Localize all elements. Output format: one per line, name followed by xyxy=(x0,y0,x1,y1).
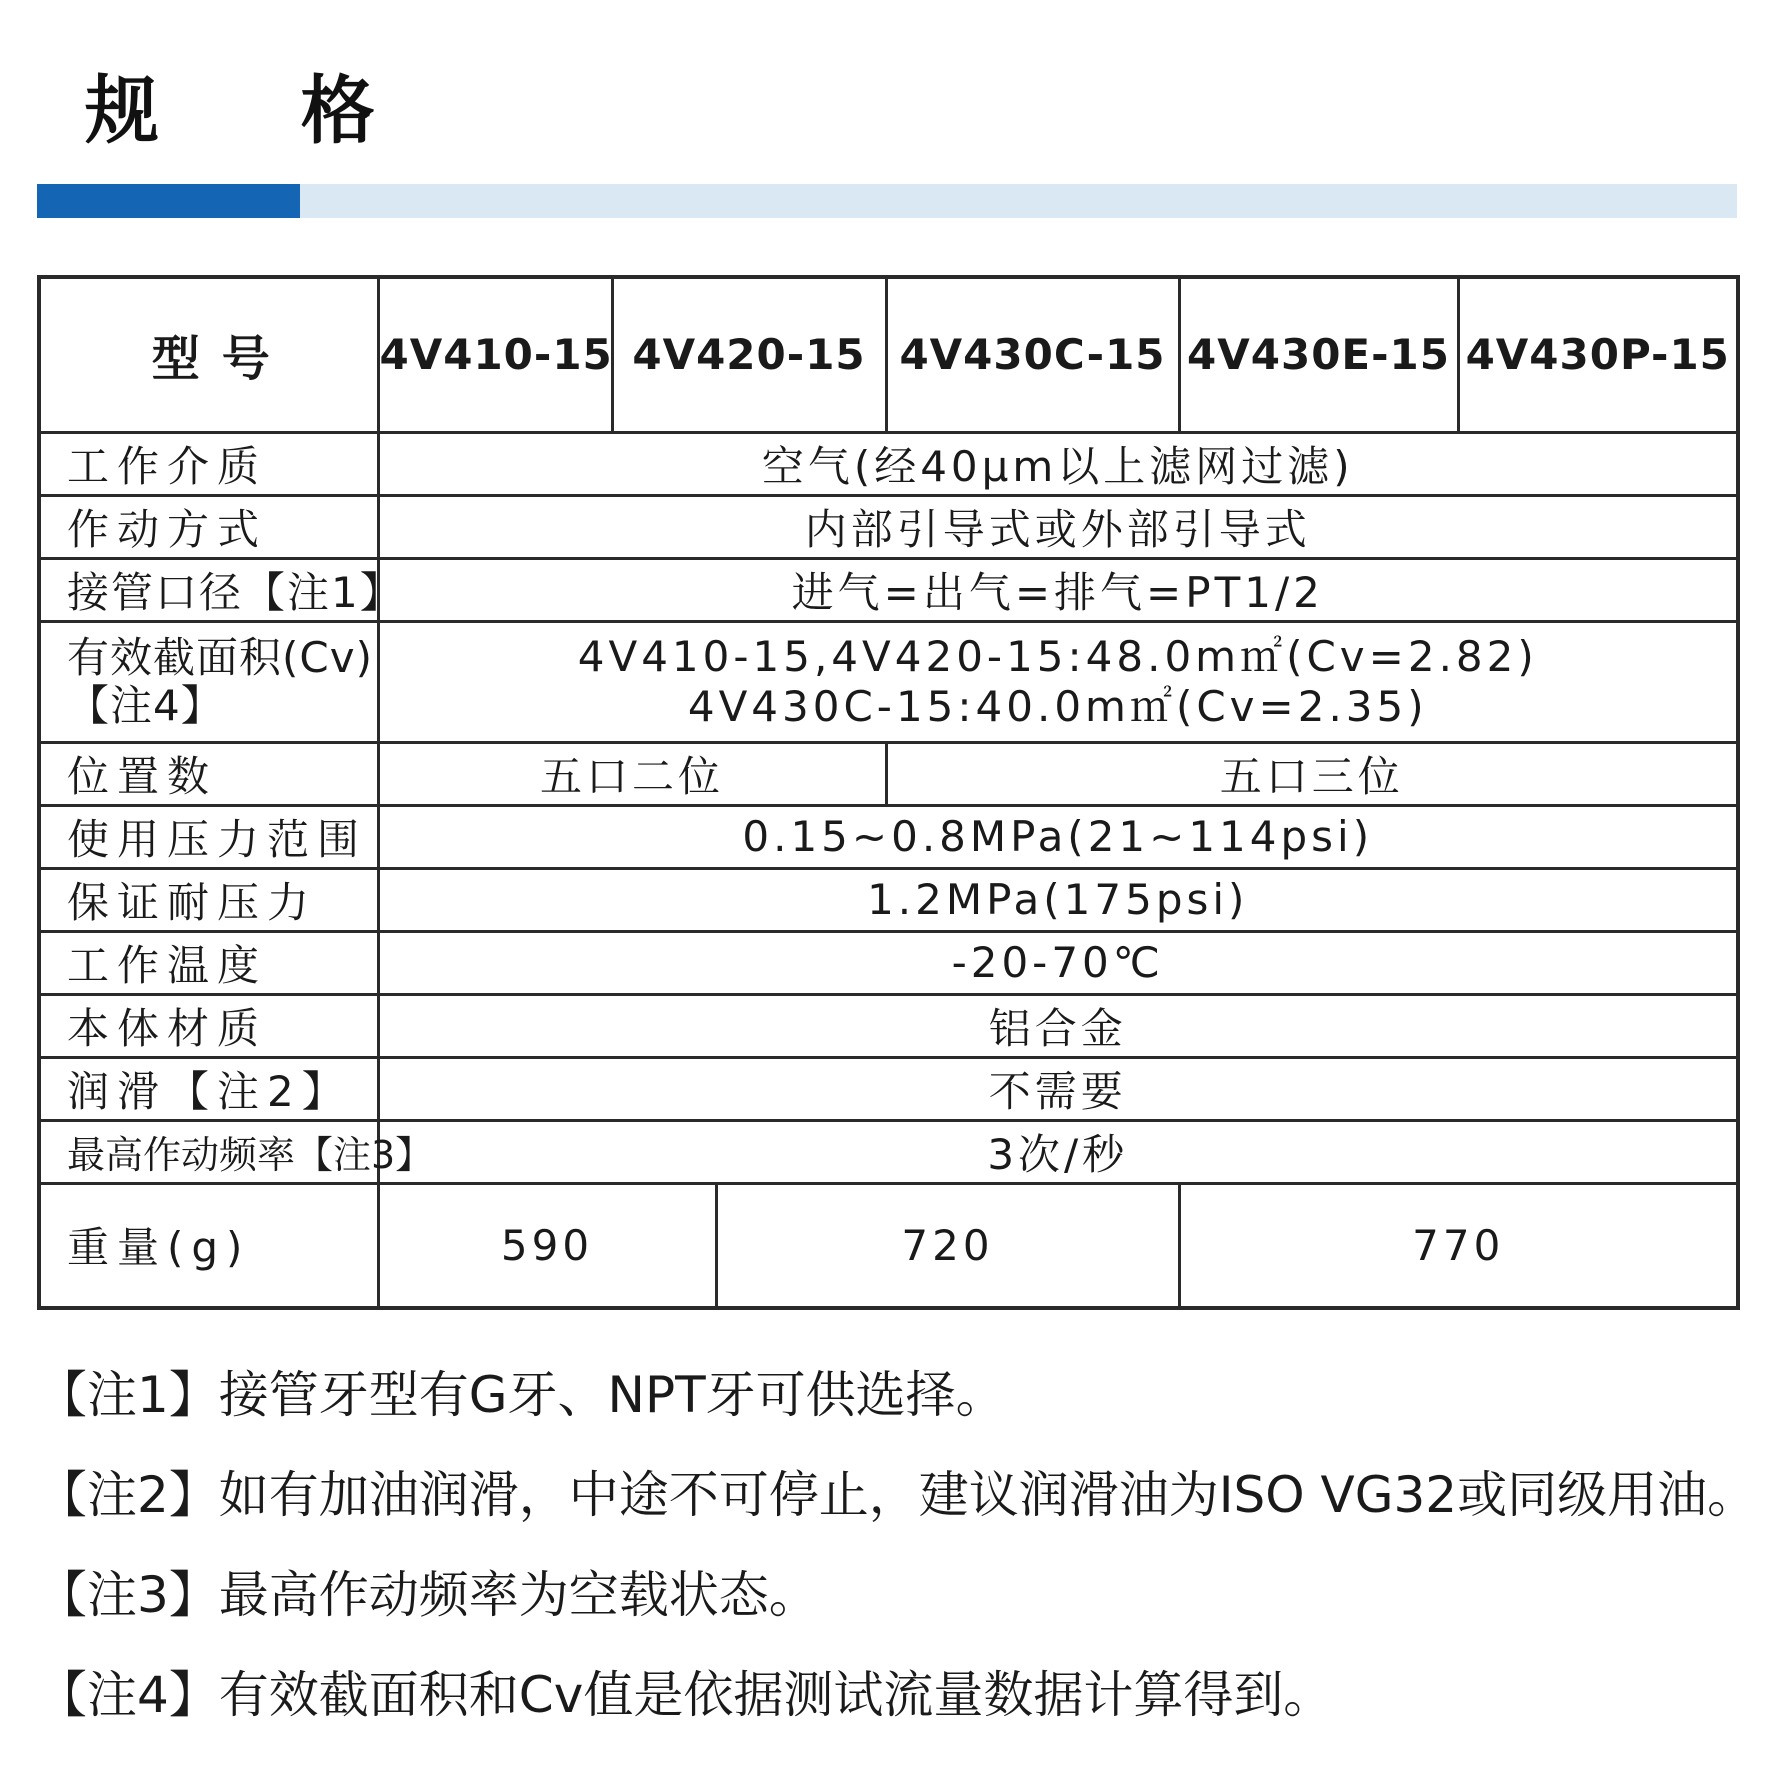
row-value-3pos: 五口三位 xyxy=(886,742,1738,805)
row-actuation xyxy=(39,495,1738,558)
row-value xyxy=(378,621,1738,742)
row-value: 进气=出气=排气=PT1/2 xyxy=(378,558,1738,621)
row-value-line1: 4V410-15,4V420-15:48.0m㎡(Cv=2.82) xyxy=(577,631,1538,681)
header-label: 型号 xyxy=(39,277,378,432)
row-label: 位置数 xyxy=(39,742,378,805)
model-4v410: 4V410-15 xyxy=(378,277,612,432)
row-label: 工作介质 xyxy=(39,432,378,495)
note-2: 【注2】如有加油润滑，中途不可停止，建议润滑油为ISO VG32或同级用油。 xyxy=(37,1466,1758,1524)
row-value-line2: 4V430C-15:40.0m㎡(Cv=2.35) xyxy=(687,681,1428,731)
weight-4v430: 770 xyxy=(1179,1183,1738,1308)
note-4: 【注4】有效截面积和Cv值是依据测试流量数据计算得到。 xyxy=(37,1666,1334,1724)
row-label: 本体材质 xyxy=(39,994,378,1057)
row-port-size xyxy=(39,558,1738,621)
row-value: 铝合金 xyxy=(378,994,1738,1057)
row-lubrication xyxy=(39,1057,1738,1120)
model-4v430p: 4V430P-15 xyxy=(1458,277,1738,432)
row-body-material xyxy=(39,994,1738,1057)
weight-4v410: 590 xyxy=(378,1183,716,1308)
row-positions xyxy=(39,742,1738,805)
row-pressure-range xyxy=(39,805,1738,868)
row-value: -20-70℃ xyxy=(378,931,1738,994)
weight-4v420: 720 xyxy=(716,1183,1179,1308)
model-4v420: 4V420-15 xyxy=(612,277,886,432)
model-4v430c: 4V430C-15 xyxy=(886,277,1179,432)
row-value: 3次/秒 xyxy=(378,1120,1738,1183)
notes xyxy=(37,1345,1772,1745)
row-label: 接管口径【注1】 xyxy=(39,558,378,621)
row-medium xyxy=(39,432,1738,495)
row-temperature xyxy=(39,931,1738,994)
title-underline-accent xyxy=(37,184,300,218)
note-1: 【注1】接管牙型有G牙、NPT牙可供选择。 xyxy=(37,1366,1006,1424)
page-title: 规 格 xyxy=(85,68,433,154)
row-label: 作动方式 xyxy=(39,495,378,558)
row-label-line2: 【注4】 xyxy=(67,680,224,730)
spec-table xyxy=(37,275,1740,1310)
row-weight xyxy=(39,1183,1738,1308)
row-value: 1.2MPa(175psi) xyxy=(378,868,1738,931)
row-value: 不需要 xyxy=(378,1057,1738,1120)
header-row xyxy=(39,277,1738,432)
row-effective-area xyxy=(39,621,1738,742)
row-label-line1: 有效截面积(Cv) xyxy=(67,632,373,682)
row-label: 润滑【注2】 xyxy=(39,1057,378,1120)
note-3: 【注3】最高作动频率为空载状态。 xyxy=(37,1566,819,1624)
row-max-frequency xyxy=(39,1120,1738,1183)
row-label: 使用压力范围 xyxy=(39,805,378,868)
row-value: 0.15~0.8MPa(21~114psi) xyxy=(378,805,1738,868)
row-label: 保证耐压力 xyxy=(39,868,378,931)
row-label xyxy=(39,621,378,742)
row-label: 重量(g) xyxy=(39,1183,378,1308)
row-value: 空气(经40μm以上滤网过滤) xyxy=(378,432,1738,495)
row-value: 内部引导式或外部引导式 xyxy=(378,495,1738,558)
model-4v430e: 4V430E-15 xyxy=(1179,277,1458,432)
row-proof-pressure xyxy=(39,868,1738,931)
row-value-2pos: 五口二位 xyxy=(378,742,886,805)
row-label: 工作温度 xyxy=(39,931,378,994)
row-label: 最高作动频率【注3】 xyxy=(39,1120,378,1183)
